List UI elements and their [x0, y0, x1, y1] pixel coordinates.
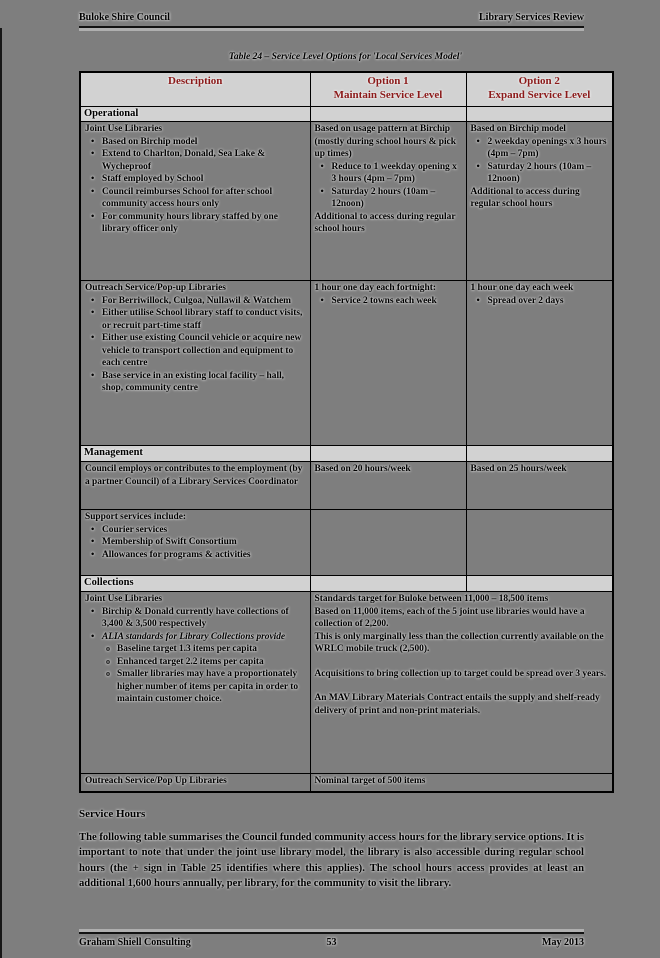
cell-description	[80, 592, 310, 774]
page-footer	[79, 932, 584, 948]
cell-text: Additional to access during regular school hours	[470, 186, 580, 210]
bullet-item	[102, 524, 306, 537]
bullet-item	[102, 631, 306, 706]
bullet-item	[102, 186, 306, 211]
cell-paragraph: This is only marginally less than the collection currently available on the WRLC mobile truck (2,500).	[314, 631, 604, 655]
bullet-list	[315, 295, 462, 308]
cell-description	[80, 462, 310, 510]
bullet-text: Either utilise School library staff to conduct visits, or recruit part-time staff	[102, 308, 303, 331]
bullet-item	[102, 211, 306, 236]
table-caption: Table 24 – Service Level Options for 'Local Services Model'	[228, 52, 463, 62]
page-header	[79, 12, 584, 28]
scan-edge-artifact	[0, 28, 2, 958]
section-band-cell	[466, 106, 613, 122]
bullet-text: Staff employed by School	[102, 174, 204, 185]
bullet-text: ALIA standards for Library Collections provide	[102, 631, 286, 642]
bullet-list	[85, 524, 306, 562]
section-band-cell	[310, 106, 466, 122]
bullet-text: Council reimburses School for after school community access hours only	[102, 186, 273, 210]
section-band-cell	[310, 576, 466, 592]
service-hours-section	[79, 808, 584, 891]
page-number: 53	[326, 937, 337, 948]
section-band-row	[80, 106, 613, 122]
bullet-item	[332, 295, 462, 308]
column-header-option1	[310, 72, 466, 106]
bullet-item	[102, 295, 306, 308]
cell-description	[80, 774, 310, 792]
bullet-item	[102, 148, 306, 173]
blank-line	[315, 656, 609, 668]
bullet-text: Base service in an existing local facility – hall, shop, community centre	[102, 370, 285, 394]
bullet-item	[102, 370, 306, 395]
cell-text: Nominal target of 500 items	[314, 776, 426, 787]
table-data-row	[80, 462, 613, 510]
cell-description	[80, 122, 310, 281]
cell-description	[80, 281, 310, 446]
section-band-cell	[466, 576, 613, 592]
bullet-list	[85, 136, 306, 236]
blank-line	[315, 680, 609, 692]
bullet-text: 2 weekday openings x 3 hours (4pm – 7pm)	[487, 136, 607, 160]
bullet-list	[471, 136, 609, 186]
service-options-table	[79, 71, 614, 793]
bullet-text: Saturday 2 hours (10am – 12noon)	[487, 161, 592, 185]
bullet-text: Allowances for programs & activities	[102, 549, 251, 560]
cell-option2	[466, 281, 613, 446]
table-data-row	[80, 510, 613, 576]
cell-paragraph: Acquisitions to bring collection up to target could be spread over 3 years.	[314, 668, 607, 679]
bullet-list	[471, 295, 609, 308]
bullet-text: Courier services	[102, 524, 168, 535]
bullet-text: Either use existing Council vehicle or acquire new vehicle to transport collection and equipment to each centre	[102, 333, 302, 369]
bullet-item	[102, 536, 306, 549]
column-label: Option 1	[367, 75, 409, 87]
bullet-item	[488, 136, 609, 161]
sub-bullet-item: o Baseline target 1.3 items per capita	[117, 643, 306, 656]
table-data-row	[80, 774, 613, 792]
cell-title: Joint Use Libraries	[85, 594, 163, 605]
bullet-text: Saturday 2 hours (10am – 12noon)	[331, 186, 436, 210]
section-band-cell	[466, 446, 613, 462]
column-header-option2	[466, 72, 613, 106]
cell-title: Joint Use Libraries	[85, 124, 163, 135]
column-header-description	[80, 72, 310, 106]
cell-title: Outreach Service/Pop-up Libraries	[85, 283, 226, 294]
bullet-text: Extend to Charlton, Donald, Sea Lake & Wycheproof	[102, 149, 266, 172]
bullet-list	[85, 606, 306, 706]
cell-paragraph: An MAV Library Materials Contract entails the supply and shelf-ready delivery of print and non-print materials.	[314, 693, 600, 716]
cell-option2	[466, 510, 613, 576]
cell-option1	[310, 122, 466, 281]
bullet-text: For Berriwillock, Culgoa, Nullawil & Watchem	[102, 295, 291, 306]
column-sublabel: Expand Service Level	[488, 88, 591, 101]
bullet-item	[102, 136, 306, 149]
table-header-row	[80, 72, 613, 106]
footer-author: Graham Shiell Consulting	[79, 937, 191, 948]
cell-text: 1 hour one day each week	[470, 283, 574, 294]
bullet-item	[102, 173, 306, 186]
cell-options-merged	[310, 774, 613, 792]
bullet-item	[488, 161, 609, 186]
cell-option1	[310, 281, 466, 446]
cell-description	[80, 510, 310, 576]
cell-option2	[466, 122, 613, 281]
column-label: Description	[168, 75, 223, 87]
cell-paragraph: Standards target for Buloke between 11,000 – 18,500 items	[314, 594, 549, 605]
header-left-text: Buloke Shire Council	[79, 12, 170, 23]
cell-text: Based on 25 hours/week	[470, 464, 567, 475]
bullet-item	[488, 295, 609, 308]
footer-date: May 2013	[542, 937, 584, 948]
cell-text: Based on usage pattern at Birchip (mostly during school hours & pick up times)	[314, 124, 456, 160]
table-data-row	[80, 122, 613, 281]
bullet-text: Based on Birchip model	[102, 136, 198, 147]
cell-title: Outreach Service/Pop Up Libraries	[85, 776, 227, 787]
bullet-text: Membership of Swift Consortium	[102, 537, 237, 548]
table-data-row	[80, 281, 613, 446]
sub-bullet-item: o Smaller libraries may have a proportionately higher number of items per capita in order to maintain customer choice.	[117, 668, 306, 706]
table-data-row	[80, 592, 613, 774]
section-band-label: Operational	[80, 106, 310, 122]
column-label: Option 2	[518, 75, 560, 87]
bullet-text: For community hours library staffed by one library officer only	[102, 211, 278, 235]
section-band-row	[80, 446, 613, 462]
cell-option1	[310, 510, 466, 576]
section-band-row	[80, 576, 613, 592]
bullet-text: Spread over 2 days	[487, 295, 564, 306]
cell-text: Based on 20 hours/week	[314, 464, 411, 475]
sub-bullet-item: o Enhanced target 2.2 items per capita	[117, 656, 306, 669]
cell-option1	[310, 462, 466, 510]
section-heading: Service Hours	[79, 807, 146, 820]
bullet-text: Reduce to 1 weekday opening x 3 hours (4pm – 7pm)	[331, 161, 457, 185]
bullet-item	[332, 161, 462, 186]
cell-title: Support services include:	[85, 512, 187, 523]
cell-text: Council employs or contributes to the employment (by a partner Council) of a Library Services Coordinator	[85, 464, 303, 487]
bullet-text: Birchip & Donald currently have collections of 3,400 & 3,500 respectively	[102, 606, 289, 630]
bullet-item	[102, 606, 306, 631]
sub-bullet-list	[102, 643, 306, 706]
bullet-list	[315, 161, 462, 211]
section-band-label: Collections	[80, 576, 310, 592]
bullet-text: Service 2 towns each week	[331, 295, 437, 306]
cell-text: Based on Birchip model	[470, 124, 566, 135]
cell-text: 1 hour one day each fortnight:	[314, 283, 436, 294]
cell-option2	[466, 462, 613, 510]
cell-text: Additional to access during regular school hours	[314, 211, 456, 235]
cell-options-merged	[310, 592, 613, 774]
bullet-item	[102, 332, 306, 370]
bullet-item	[102, 549, 306, 562]
section-paragraph: The following table summarises the Council funded community access hours for the library service options. It is important to note that under the joint use library model, the library is also accessible during regular school hours (the + sign in Table 25 identifies where this applies). The school hours access provides at least an additional 1,600 hours annually, per library, for the community to visit the library.	[79, 831, 584, 889]
cell-paragraph: Based on 11,000 items, each of the 5 joint use libraries would have a collection of 2,200.	[314, 606, 585, 630]
bullet-item	[332, 186, 462, 211]
bullet-list	[85, 295, 306, 395]
section-band-cell	[310, 446, 466, 462]
header-right-text: Library Services Review	[479, 12, 584, 23]
column-sublabel: Maintain Service Level	[333, 88, 443, 101]
section-band-label: Management	[80, 446, 310, 462]
bullet-item	[102, 307, 306, 332]
